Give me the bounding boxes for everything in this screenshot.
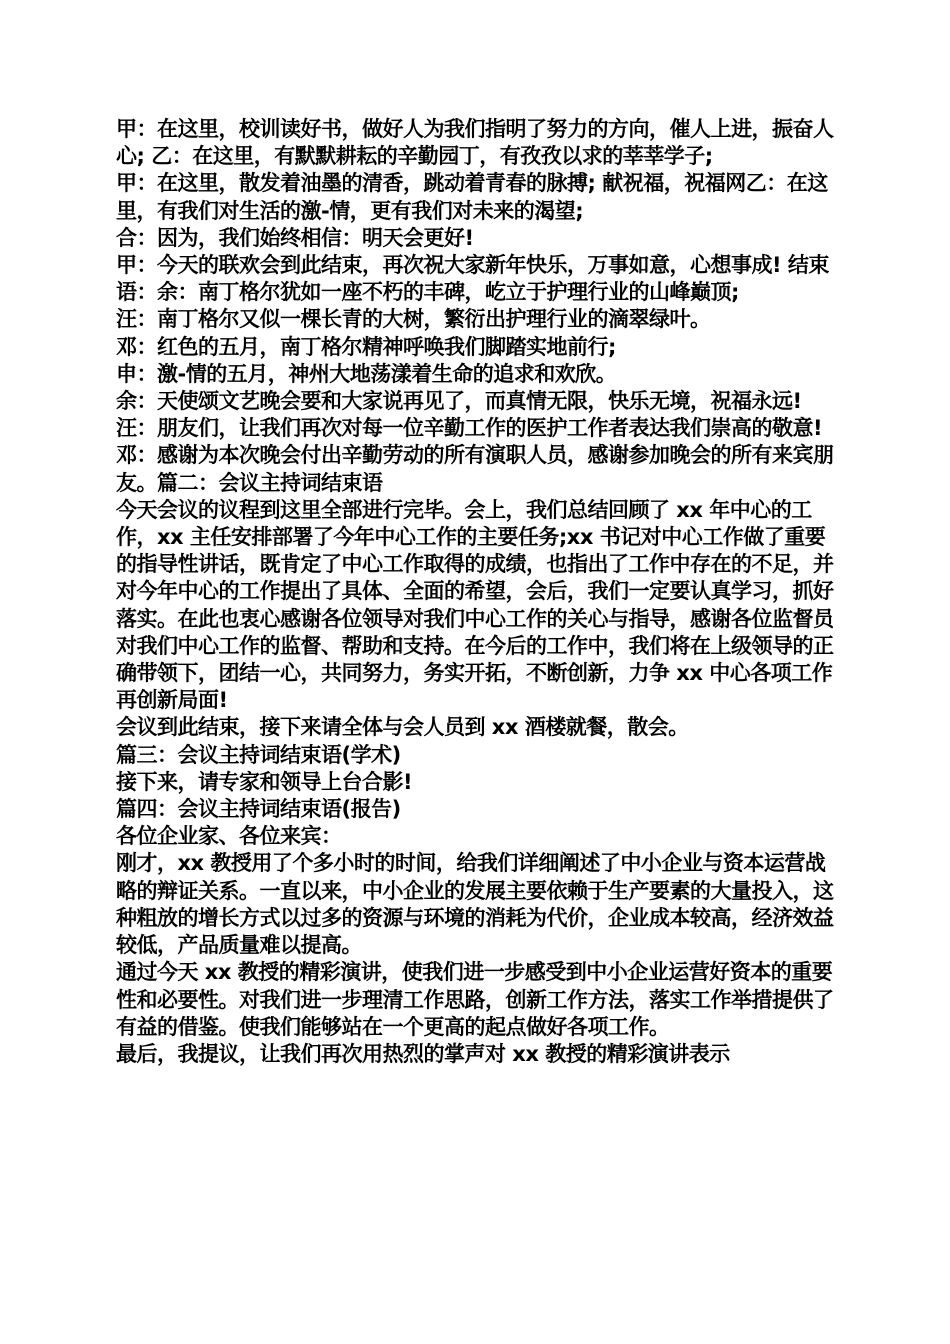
paragraph: 合：因为，我们始终相信：明天会更好! [116, 225, 474, 250]
section-heading: 篇四：会议主持词结束语(报告) [116, 797, 401, 822]
section-heading: 篇三：会议主持词结束语(学术) [116, 742, 401, 767]
paragraph: 余：天使颂文艺晚会要和大家说再见了，而真情无限，快乐无境，祝福永远!汪：朋友们，让我们再次对每一位辛勤工作的医护工作者表达我们崇高的敬意! [116, 389, 823, 441]
salutation: 各位企业家、各位来宾： [116, 824, 342, 849]
paragraph: 接下来，请专家和领导上台合影! [116, 769, 413, 794]
paragraph: 刚才，xx 教授用了个多小时的时间，给我们详细阐述了中小企业与资本运营战略的辩证关系。一直以来，中小企业的发展主要依赖于生产要素的大量投入，这种粗放的增长方式以过多的资源与环境的消耗为代价，企业成本较高，经济效益较低，产品质量难以提高。 [116, 851, 834, 958]
paragraph: 甲：在这里，散发着油墨的清香，跳动着青春的脉搏; 献祝福，祝福网乙：在这里，有我们对生活的激-情，更有我们对未来的渴望; [116, 171, 828, 223]
paragraph: 甲：今天的联欢会到此结束，再次祝大家新年快乐，万事如意，心想事成! 结束语：余：南丁格尔犹如一座不朽的丰碑，屹立于护理行业的山峰巅顶; [116, 253, 829, 305]
paragraph: 最后，我提议，让我们再次用热烈的掌声对 xx 教授的精彩演讲表示 [116, 1041, 730, 1066]
paragraph: 通过今天 xx 教授的精彩演讲，使我们进一步感受到中小企业运营好资本的重要性和必要性。对我们进一步理清工作思路，创新工作方法，落实工作举措提供了有益的借鉴。使我们能够站在一个更高的起点做好各项工作。 [116, 960, 834, 1039]
paragraph: 邓：感谢为本次晚会付出辛勤劳动的所有演职人员，感谢参加晚会的所有来宾朋友。篇二：会议主持词结束语 [116, 443, 834, 495]
paragraph: 申：激-情的五月，神州大地荡漾着生命的追求和欢欣。 [116, 361, 617, 386]
paragraph: 甲：在这里，校训读好书，做好人为我们指明了努力的方向，催人上进，振奋人心; 乙：在这里，有默默耕耘的辛勤园丁，有孜孜以求的莘莘学子; [116, 117, 834, 169]
paragraph: 会议到此结束，接下来请全体与会人员到 xx 酒楼就餐，散会。 [116, 715, 689, 740]
paragraph: 汪：南丁格尔又似一棵长青的大树，繁衍出护理行业的滴翠绿叶。 [116, 307, 711, 332]
document-body [116, 116, 838, 1068]
paragraph: 今天会议的议程到这里全部进行完毕。会上，我们总结回顾了 xx 年中心的工作，xx 主任安排部署了今年中心工作的主要任务;xx 书记对中心工作做了重要的指导性讲话，既肯定了中心工作取得的成绩，也指出了工作中存在的不足，并对今年中心的工作提出了具体、全面的希望，会后，我们一定要认真学习，抓好落实。在此也衷心感谢各位领导对我们中心工作的关心与指导，感谢各位监督员对我们中心工作的监督、帮助和支持。在今后的工作中，我们将在上级领导的正确带领下，团结一心，共同努力，务实开拓，不断创新，力争 xx 中心各项工作再创新局面! [116, 497, 834, 713]
paragraph: 邓：红色的五月，南丁格尔精神呼唤我们脚踏实地前行; [116, 334, 616, 359]
